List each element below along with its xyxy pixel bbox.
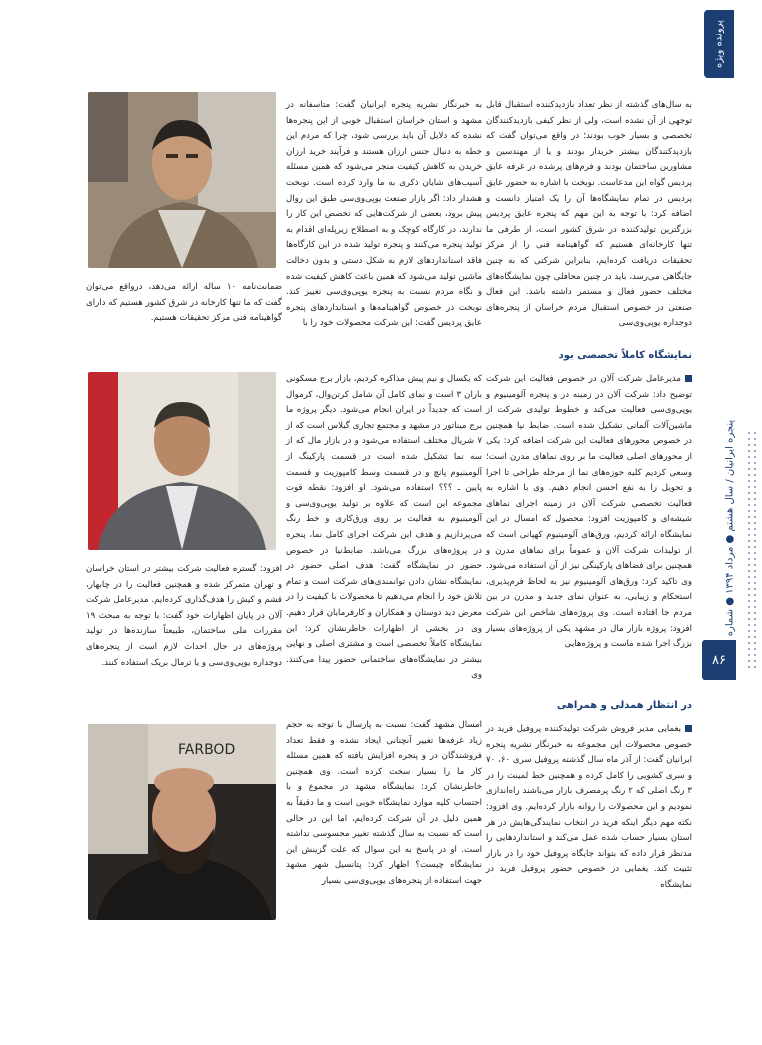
block2-caption-text: افزود: گستره فعالیت شرکت بیشتر در استان خراسان و تهران متمرکز شده و همچنین فعالیت را در چابهار، قشم و کیش را هدف‌گذاری کرده‌ایم. مدیرعامل شرکت آلان در پایان اظهارات خود گفت: با توجه به مبحث ۱۹ مقررات ملی ساختمان، طبیعتاً سازنده‌ها در تولید پروژه‌های در حال احداث لازم است از پنجره‌های دوجداره یوپی‌وی‌سی و یا ترمال بریک استفاده کنند. (86, 564, 282, 668)
block2-middle-text: که یکسال و نیم پیش مذاکره کردیم، بازار برج مسکونی باران ۳ است و نمای کامل آن شامل کرتن‌وال، کرموال است که جدیداً در ایران انجام می‌شود. دیگر پروژه ما برج میناتور در مشهد و مجتمع تجاری گیلاس است که از ۷ شریال مختلف استفاده می‌شود و در بازار مال که از سه نما تشکیل شده است در قسمت پارکینگ از آلومینیوم پانچ و در قسمت وسط کامپوزیت و قسمت پایین ـ ؟؟؟ استفاده می‌شود. او افزود: نقطه قوت مجموعه این است که علاوه بر تولید یوپی‌وی‌سی و آلومینیوم به فعالیت بر روی ورق‌کاری و خط رنگ می‌پردازیم و هدف این شرکت اجرای کامل نما، پنجره در پروژه‌های بزرگ می‌باشد. ضابط‌نیا در خصوص حضور در نمایشگاه گفت: هدف اصلی حضور در نمایشگاه نشان دادن توانمندی‌های شرکت است و تمام تلاش خود را انجام می‌دهیم تا محصولات با کیفیت را در معرض دید دوستان و همکاران و کارفرمایان قرار دهیم. وی در بخشی از اظهارات خاطرنشان کرد: این نمایشگاه کاملاً تخصصی است و مشتری اصلی و نهایی بیشتر در نمایشگاه‌های ساختمانی حضور پیدا می‌کنند. وی (286, 374, 483, 681)
bullet-icon (685, 725, 692, 732)
block2-heading (486, 350, 692, 361)
block3-right-text: یغمایی مدیر فروش شرکت تولیدکننده پروفیل فرید در خصوص محصولات این مجموعه به خبرنگار نشریه پنجره ایرانیان گفت: از آذر ماه سال گذشته پروفیل سری ۶۰، ۷۰ و سری کشویی را کامل کرده و همچنین خط لمینت را در ۳ رنگ اصلی که ۲ رنگ پرمصرف بازار می‌باشند راه‌اندازی نمودیم و این محصولات را روانه بازار کرده‌ایم. وی افزود: نکته مهم دیگر اینکه فرید در انتخاب نمایندگی‌هایش در هر استان بسیار حساب شده عمل می‌کند و استانداردهایی را مدنظر قرار داده که بتواند جایگاه پروفیل خود را در بازار تثبیت کند. یغمایی در خصوص حضور پروفیل فرید در نمایشگاه (486, 724, 692, 890)
block1-caption (86, 280, 282, 327)
block2-right-column (486, 372, 692, 653)
portrait-3-image (88, 724, 276, 920)
page-sidebar (704, 0, 762, 1045)
section-tab (704, 10, 734, 78)
block1-caption-text: ضمانت‌نامه ۱۰ ساله ارائه می‌دهد، درواقع می‌توان گفت که ما تنها کارخانه در شرق کشور هستیم که دارای گواهینامه فنی مرکز تحقیقات هستیم. (86, 282, 283, 324)
portrait-2-image (88, 372, 276, 550)
page-number: ۸۶ (702, 640, 736, 680)
issue-info-text: پنجره ایرانیان / سال هشتم ● مرداد ۱۳۹۴ ● شماره (724, 419, 736, 637)
block3-middle-column (286, 718, 482, 890)
bullet-icon (685, 375, 692, 382)
section-tab-label: پرونده ویژه (713, 20, 725, 68)
block2-middle-column (286, 372, 482, 684)
block1-right-column (486, 98, 692, 332)
block2-heading-text: نمایشگاه کاملاً تخصصی بود (558, 350, 692, 361)
portrait-photo-1 (88, 92, 276, 268)
block1-right-text: به سال‌های گذشته از نظر تعداد بازدیدکننده استقبال قابل توجهی از آن نشده است، ولی از نظر کیفی بازدیدکنندگان تخصصی و بسیار خوب بودند؛ در واقع می‌توان گفت که بازدیدکنندگان بیشتر خریدار بودند و یا از مهندسین و مشاورین ساختمان بودند و فرم‌های پرشده در غرفه عایق پردیس گواه این مدعاست. نوبخت با اشاره به حضور عایق پردیس در تمام نمایشگاه‌ها آن را یک امتیاز دانست و اضافه کرد: با توجه به این مهم که پنجره عایق پردیس بزرگترین تولیدکننده در شرق کشور است، از طرفی ما تنها کارخانه‌ای هستیم که گواهینامه فنی را از مرکز تحقیقات دریافت کرده‌ایم، بنابراین شرکتی که به چنین جایگاهی می‌رسد، باید در چنین محافلی چون نمایشگاه‌های مختلف حضور فعال و مستمر داشته باشد. این فعال صنعتی در خصوص استقبال مردم خراسان از پنجره‌های دوجداره یوپی‌وی‌سی (486, 100, 692, 329)
portrait-photo-2 (88, 372, 276, 550)
issue-info (720, 419, 740, 640)
block2-caption (86, 562, 282, 671)
block3-middle-text: امسال مشهد گفت: نسبت به پارسال با توجه به حجم زیاد غرفه‌ها تغییر آنچنانی ایجاد نشده و فقط تعداد فروشندگان در و پنجره افزایش یافته که همین مسئله کار ما را بسیار سخت کرده است. وی همچنین خاطرنشان کرد: نمایشگاه مشهد در مجموع و با احتساب کلیه موارد نمایشگاه خوبی است و ما دقیقاً به همین دلیل در آن شرکت کرده‌ایم، اما این در حالی است که نسبت به سال گذشته تغییر محسوسی نداشته است. او در پاسخ به این سوال که علت گزینش این نمایشگاه چیست؟ اظهار کرد: پتانسیل شهر مشهد جهت استفاده از پنجره‌های یوپی‌وی‌سی بسیار (286, 720, 482, 886)
portrait-1-image (88, 92, 276, 268)
block1-middle-text: به خبرنگار نشریه پنجره ایرانیان گفت: متاسفانه در مشهد و استان خراسان استقبال خوبی از این پنجره‌ها نشده که دلایل آن باید بررسی شود، چرا که مردم این خطه به دنبال جنس ارزان هستند و فرآیند خرید ارزان خریدن به کاهش کیفیت منجر می‌شود که همین مسئله آسیب‌های شایان ذکری به ما وارد کرده است. نوبخت هشدار داد: اگر بازار صنعت یوپی‌وی‌سی طبق این روال پیش برود، بعضی از شرکت‌هایی که تخصص این کار را ندارند، در کارگاه کوچک و به اصطلاح زیرپله‌ای اقدام به تولید پنجره می‌کنند و پنجره تولید شده در این کارگاه‌ها فاقد استانداردهای لازم به شکل دستی و بدون دخالت ماشین تولید می‌شود که همین باعث کاهش کیفیت شده و نگاه مردم نسبت به پنجره یوپی‌وی‌سی تغییر کند. نوبخت در خصوص گواهینامه‌ها و استانداردهای پنجره عایق پردیس گفت: این شرکت محصولات خود را با (286, 100, 482, 329)
block3-heading-text: در انتظار همدلی و همراهی (556, 700, 692, 711)
dotted-strip (746, 430, 758, 670)
block2-right-text: مدیرعامل شرکت آلان در خصوص فعالیت این شرکت توضیح داد: شرکت آلان در زمینه در و پنجره آلومینیوم و یوپی‌وی‌سی فعالیت می‌کند و خطوط تولیدی شرکت از ماشین‌آلات آلمانی تشکیل شده است. ضابط نیا همچنین در خصوص محورهای فعالیت این شرکت اضافه کرد: یکی از محورهای اصلی فعالیت ما بر روی نماهای مدرن است؛ وسعی کردیم کلیه حوزه‌های نما از مرحله طراحی تا اجرا و تحویل را به نفع احسن انجام دهیم. وی با اشاره به فعالیت تخصصی شرکت آلان در زمینه اجرای نماهای شیشه‌ای و کامپوزیت افزود: محصول که امسال در این نمایشگاه ارائه کردیم، ورق‌های آلومینیوم کهپانی است که از تولیدات شرکت آلان و عموماً برای نماهای مدرن و همچنین برای فضاهای پارکینگی نیز از آن استفاده می‌شود. وی تاکید کرد: ورق‌های آلومینیوم نیز به لحاظ فرم‌پذیری، استحکام و زیبایی، به عنوان نمای جدید و مدرن در بین مردم جا افتاده است. وی پروژه‌های شاخص این شرکت افزود: پروژه بازار مال در مشهد یکی از پروژه‌های بسیار بزرگ اجرا شده ماست و پروژه‌هایی (486, 374, 692, 650)
portrait-photo-3 (88, 724, 276, 920)
block1-middle-column (286, 98, 482, 332)
block3-heading (486, 700, 692, 711)
block3-right-column (486, 722, 692, 894)
farbod-sign: FARBOD (178, 742, 236, 758)
